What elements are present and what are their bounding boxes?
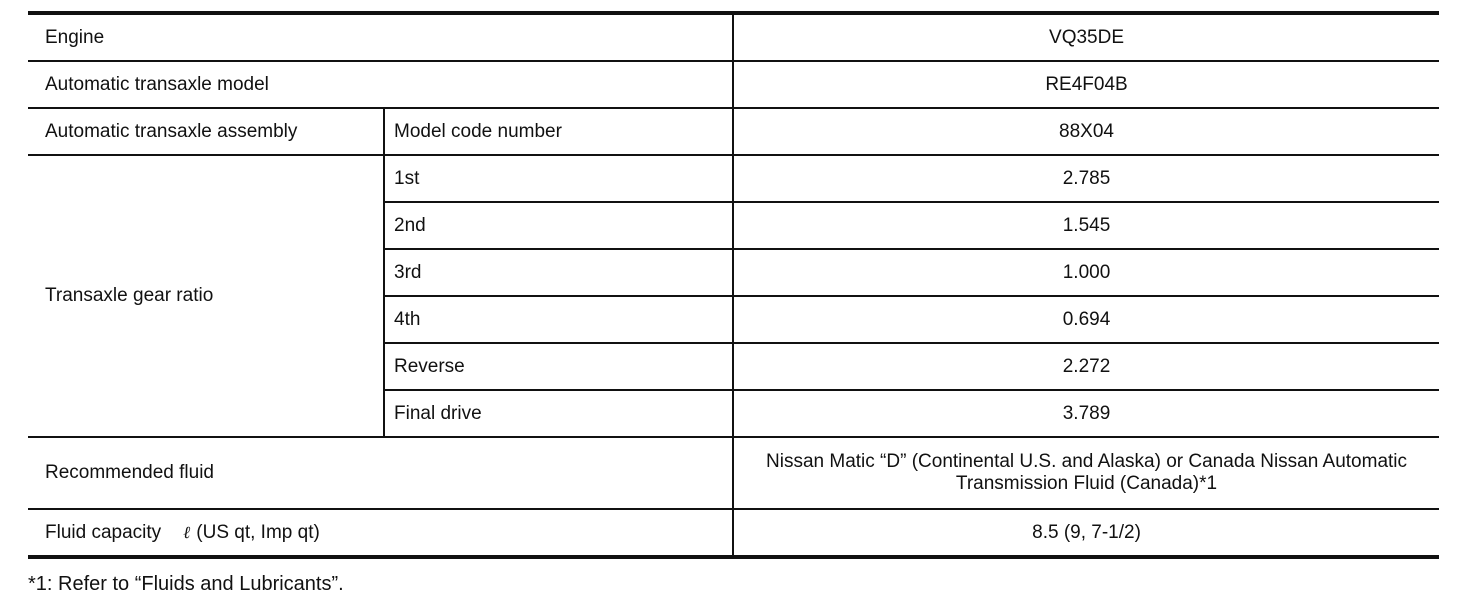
gear-2nd-value: 1.545 <box>733 202 1439 249</box>
row-transaxle-model <box>28 61 1439 108</box>
model-code-value: 88X04 <box>733 108 1439 155</box>
transaxle-model-label: Automatic transaxle model <box>28 61 733 108</box>
engine-value: VQ35DE <box>733 13 1439 61</box>
gear-1st-label: 1st <box>384 155 733 202</box>
model-code-label: Model code number <box>384 108 733 155</box>
gear-4th-label: 4th <box>384 296 733 343</box>
fluid-label: Recommended fluid <box>28 437 733 509</box>
fluid-value: Nissan Matic “D” (Continental U.S. and Alaska) or Canada Nissan Automatic Transmission Fluid (Canada)*1 <box>733 437 1439 509</box>
capacity-value: 8.5 (9, 7-1/2) <box>733 509 1439 557</box>
gear-reverse-value: 2.272 <box>733 343 1439 390</box>
assembly-label: Automatic transaxle assembly <box>28 108 384 155</box>
gear-1st-value: 2.785 <box>733 155 1439 202</box>
gear-ratio-label: Transaxle gear ratio <box>28 155 384 437</box>
gear-4th-value: 0.694 <box>733 296 1439 343</box>
row-fluid <box>28 437 1439 509</box>
capacity-label-cell <box>28 509 733 557</box>
row-gear-1st <box>28 155 1439 202</box>
gear-reverse-label: Reverse <box>384 343 733 390</box>
specification-table <box>28 11 1439 559</box>
engine-label: Engine <box>45 26 105 48</box>
gear-final-drive-value: 3.789 <box>733 390 1439 437</box>
row-assembly <box>28 108 1439 155</box>
transaxle-model-value: RE4F04B <box>733 61 1439 108</box>
row-capacity <box>28 509 1439 557</box>
capacity-unit-label: (US qt, Imp qt) <box>196 521 320 543</box>
gear-3rd-label: 3rd <box>384 249 733 296</box>
row-engine <box>28 13 1439 61</box>
gear-final-drive-label: Final drive <box>384 390 733 437</box>
liter-symbol: ℓ <box>183 522 191 543</box>
gear-2nd-label: 2nd <box>384 202 733 249</box>
gear-3rd-value: 1.000 <box>733 249 1439 296</box>
footnote: *1: Refer to “Fluids and Lubricants”. <box>28 573 344 595</box>
capacity-label: Fluid capacity <box>45 521 162 543</box>
